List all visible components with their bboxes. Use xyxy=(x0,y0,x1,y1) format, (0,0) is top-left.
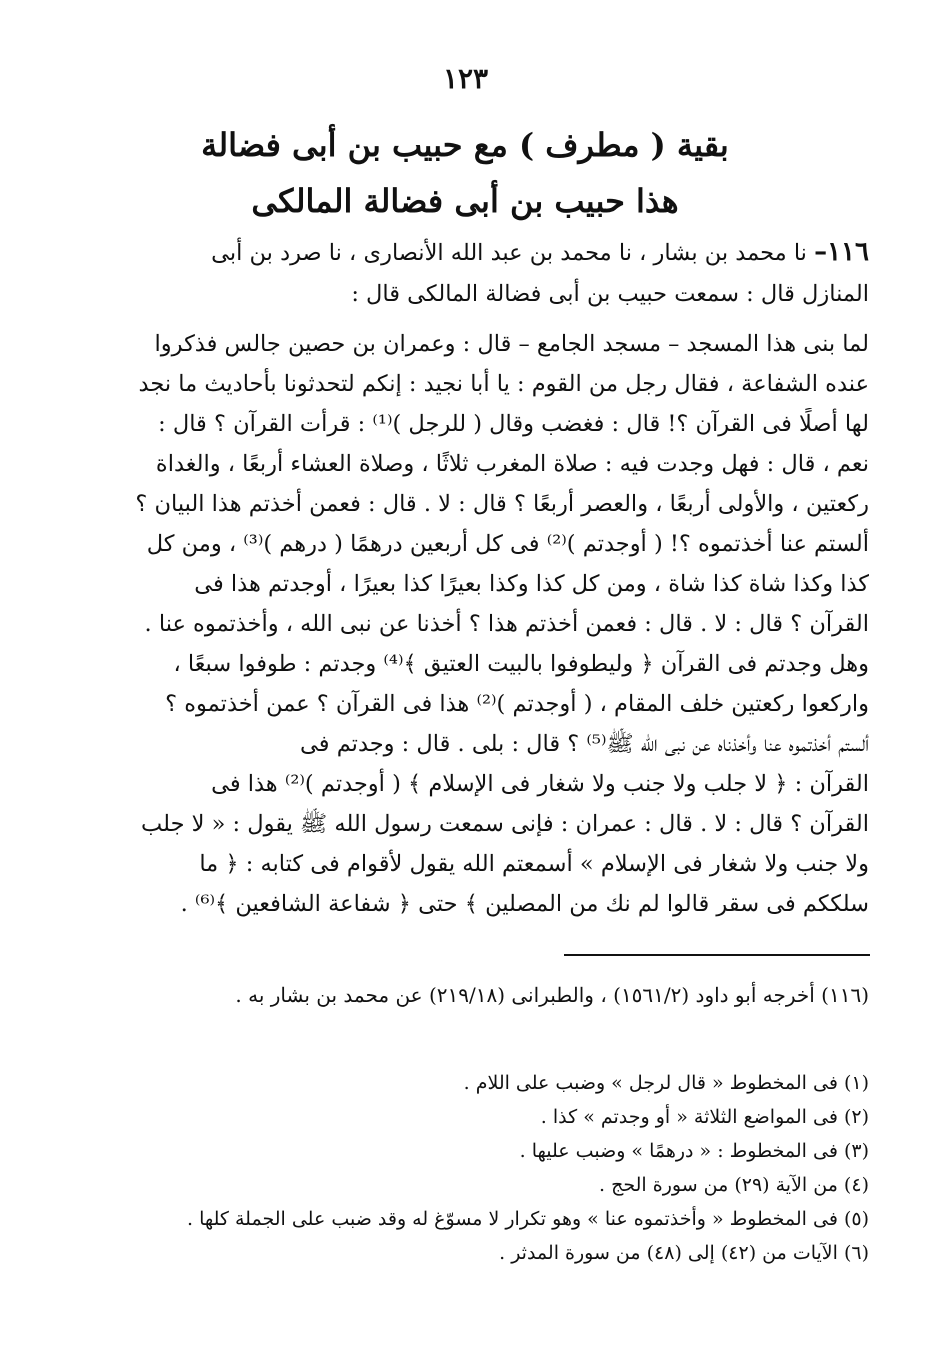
subsection-heading: هذا حبيب بن أبى فضالة المالكى xyxy=(251,182,679,220)
matn-line: واركعوا ركعتين خلف المقام ، ( أوجدتم )⁽²⁾ هذا فى القرآن ؟ عمن أخذتموه ؟ xyxy=(165,691,869,717)
matn-line: نعم ، قال : فهل وجدت فيه : صلاة المغرب ثلاثًا ، وصلاة العشاء أربعًا ، والغداة xyxy=(155,451,869,477)
section-heading: بقية ( مطرف ) مع حبيب بن أبى فضالة xyxy=(201,126,729,164)
footnote-6: (٦) الآيات من (٤٢) إلى (٤٨) من سورة المدثر . xyxy=(499,1242,869,1264)
footnote-divider xyxy=(564,954,870,956)
matn-line: لما بنى هذا المسجد – مسجد الجامع – قال : وعمران بن حصين جالس فذكروا xyxy=(154,331,869,357)
footnote-4: (٤) من الآية (٢٩) من سورة الحج . xyxy=(599,1174,869,1196)
hadith-number: ١١٦– xyxy=(814,237,869,267)
page-number: ١٢٣ xyxy=(442,62,489,95)
matn-line: القرآن ؟ قال : لا . قال : فعمن أخذتم هذا ؟ أخذنا عن نبى الله ، وأخذتموه عنا . xyxy=(144,611,869,637)
matn-line: وهل وجدتم فى القرآن ﴿ وليطوفوا بالبيت العتيق ﴾⁽⁴⁾ وجدتم : طوفوا سبعًا ، xyxy=(173,651,869,677)
matn-line: ألستم عنا أخذتموه ؟! ( أوجدتم )⁽²⁾ فى كل أربعين درهمًا ( درهم )⁽³⁾ ، ومن كل xyxy=(146,531,869,557)
matn-line: ركعتين ، والأولى أربعًا ، والعصر أربعًا ؟ قال : لا . قال : فعمن أخذتم هذا البيان ؟ xyxy=(135,491,869,517)
footnotes xyxy=(61,1066,869,1270)
matn-line: لها أصلًا فى القرآن ؟! قال : فغضب وقال ( للرجل )⁽¹⁾ : قرأت القرآن ؟ قال : xyxy=(158,411,869,437)
footnote-5: (٥) فى المخطوط « وأخذتموه عنا » وهو تكرار لا مسوّغ له وقد ضبب على الجملة كلها . xyxy=(186,1208,869,1230)
matn-line: القرآن ؟ قال : لا . قال : عمران : فإنى سمعت رسول الله ﷺ يقول : « لا جلب xyxy=(141,811,869,837)
matn-line: القرآن : ﴿ لا جلب ولا جنب ولا شغار فى الإسلام ﴾ ( أوجدتم )⁽²⁾ هذا فى xyxy=(211,771,869,797)
footnote-1: (١) فى المخطوط « قال لرجل » وضبب على اللام . xyxy=(463,1072,869,1094)
matn-line: ألستم أخذتموه عنا وأخذناه عن نبى الله ﷺ⁽⁵⁾ ؟ قال : بلى . قال : وجدتم فى xyxy=(300,731,869,757)
footnote-3: (٣) فى المخطوط : « درهمًا » وضبب عليها . xyxy=(519,1140,869,1162)
matn-line: عنده الشفاعة ، فقال رجل من القوم : يا أبا نجيد : إنكم لتحدثونا بأحاديث ما نجد xyxy=(138,371,869,397)
matn-line: كذا وكذا شاة كذا شاة ، ومن كل كذا وكذا بعيرًا كذا بعيرًا ، أوجدتم هذا فى xyxy=(194,571,869,597)
hadith-matn xyxy=(61,328,869,918)
matn-line: سلككم فى سقر قالوا لم نك من المصلين ﴾ حتى ﴿ شفاعة الشافعين ﴾⁽⁶⁾ . xyxy=(180,891,869,917)
matn-line: ولا جنب ولا شغار فى الإسلام » أسمعتم الله يقول لأقوام فى كتابه : ﴿ ما xyxy=(199,851,869,877)
takhrij-note: (١١٦) أخرجه أبو داود (١٥٦١/٢) ، والطبرانى (٢١٩/١٨) عن محمد بن بشار به . xyxy=(235,983,869,1007)
footnote-2: (٢) فى المواضع الثلاثة « أو وجدتم » كذا . xyxy=(540,1106,869,1128)
isnad-line: المنازل قال : سمعت حبيب بن أبى فضالة المالكى قال : xyxy=(351,281,869,307)
isnad-line xyxy=(61,236,869,268)
hadith-isnad xyxy=(61,236,869,312)
isnad-text: نا محمد بن بشار ، نا محمد بن عبد الله الأنصارى ، نا صرد بن أبى xyxy=(211,240,815,266)
